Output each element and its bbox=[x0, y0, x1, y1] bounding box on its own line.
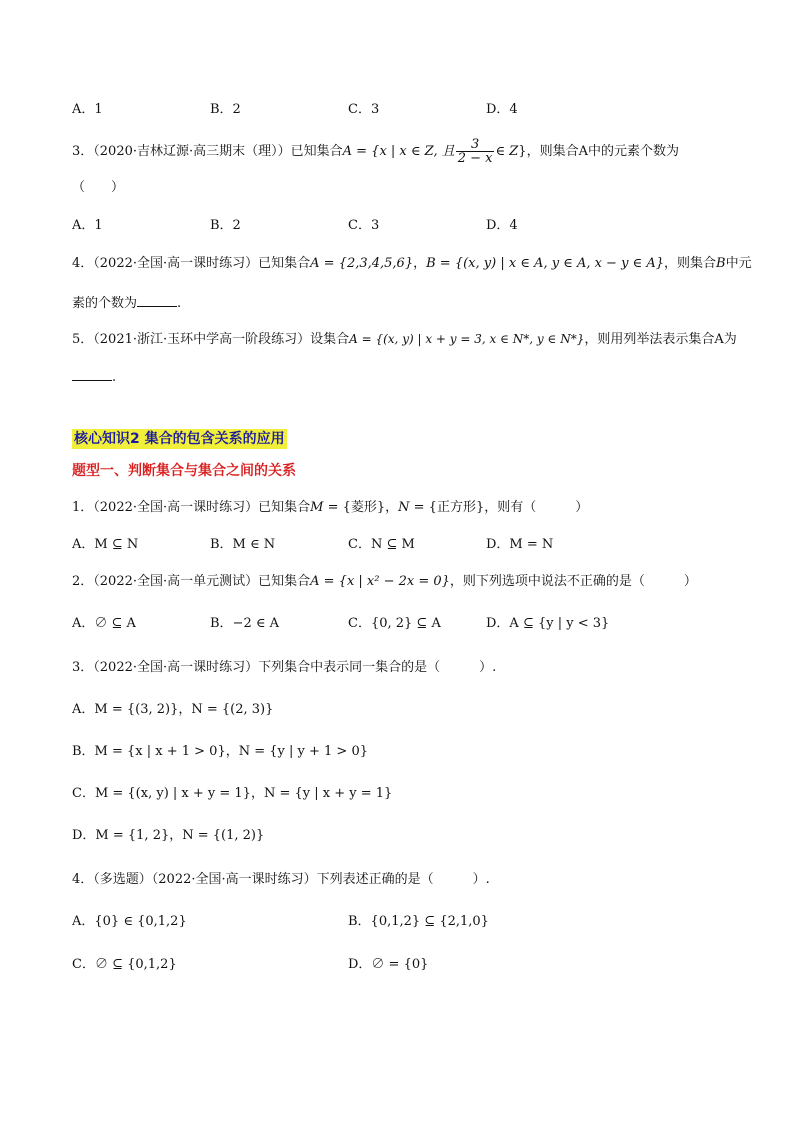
q3-fraction bbox=[456, 138, 495, 165]
option-d: D．4 bbox=[486, 102, 518, 117]
q4-set-b: B = {(x, y) | x ∈ A, y ∈ A, x − y ∈ A} bbox=[426, 256, 664, 271]
q3-set-rhs: ∈ Z bbox=[495, 144, 519, 159]
q4-answer-blank[interactable] bbox=[137, 294, 177, 307]
p1-m: M bbox=[310, 500, 324, 515]
q5-set: A = {(x, y) | x + y = 3, x ∈ N*, y ∈ N*} bbox=[349, 332, 585, 346]
p4-option-b: B．{0,1,2} ⊆ {2,1,0} bbox=[348, 914, 489, 929]
p1-stem bbox=[72, 499, 588, 517]
p1-option-c: C．N ⊆ M bbox=[348, 537, 415, 552]
q3-option-b: B．2 bbox=[210, 218, 241, 233]
p4-option-c: C．∅ ⊆ {0,1,2} bbox=[72, 957, 177, 972]
p1-stem-text: 1．（2022·全国·高一课时练习）已知集合 bbox=[72, 500, 311, 515]
p3-option-a: A．M = {(3, 2)}，N = {(2, 3)} bbox=[72, 702, 274, 717]
p1-option-b: B．M ∈ N bbox=[210, 537, 276, 552]
q5-end: . bbox=[112, 370, 117, 385]
q5-line2 bbox=[72, 368, 116, 387]
q4-end: . bbox=[177, 296, 182, 311]
q4-stem bbox=[72, 255, 752, 273]
q5-suffix: ，则用列举法表示集合A为 bbox=[584, 332, 737, 347]
q4-sep: ， bbox=[413, 256, 427, 271]
p1-n: N bbox=[398, 500, 410, 515]
p1-option-d: D．M = N bbox=[486, 537, 554, 552]
q4-b: B bbox=[716, 256, 726, 271]
q3-paren: （ ） bbox=[72, 180, 125, 195]
subsection-title: 题型一、判断集合与集合之间的关系 bbox=[72, 463, 296, 479]
q3-prefix: 3．（2020·吉林辽源·高三期末（理））已知集合 bbox=[72, 144, 343, 159]
q4-set-a: A = {2,3,4,5,6} bbox=[310, 256, 414, 271]
p3-option-c: C．M = {(x, y) | x + y = 1}，N = {y | x + y = 1} bbox=[72, 786, 393, 801]
q3-option-a: A．1 bbox=[72, 218, 103, 233]
q5-prefix: 5．（2021·浙江·玉环中学高一阶段练习）设集合 bbox=[72, 332, 350, 347]
option-a: A．1 bbox=[72, 102, 103, 117]
p4-stem: 4．（多选题）（2022·全国·高一课时练习）下列表述正确的是（ ）. bbox=[72, 872, 490, 887]
p4-option-a: A．{0} ∈ {0,1,2} bbox=[72, 914, 187, 929]
p1-option-a: A．M ⊆ N bbox=[72, 537, 139, 552]
q4-suffix2: 中元 bbox=[725, 256, 752, 271]
p2-stem-text: 2．（2022·全国·高一单元测试）已知集合 bbox=[72, 574, 311, 589]
q3-stem: 3．（2020·吉林辽源·高三期末（理））已知集合A = {x | x ∈ Z, 且 $\frac{3}{2 - x}$ ∈ Z}，则集合A中的元素个数为 bbox=[72, 137, 679, 166]
p2-set: A = {x | x² − 2x = 0} bbox=[310, 574, 450, 589]
p1-mid2: = {正方形}，则有（ ） bbox=[409, 500, 589, 515]
p2-suffix: ，则下列选项中说法不正确的是（ ） bbox=[449, 574, 697, 589]
q5-stem bbox=[72, 330, 737, 349]
p3-stem: 3．（2022·全国·高一课时练习）下列集合中表示同一集合的是（ ）. bbox=[72, 660, 497, 675]
q3-frac-num: 3 bbox=[456, 138, 495, 152]
p2-option-d: D．A ⊆ {y | y < 3} bbox=[486, 616, 610, 631]
p4-option-d: D．∅ = {0} bbox=[348, 957, 429, 972]
q4-prefix: 4．（2022·全国·高一课时练习）已知集合 bbox=[72, 256, 311, 271]
q4-line2-text: 素的个数为 bbox=[72, 296, 138, 311]
q3-suffix: ，则集合A中的元素个数为 bbox=[526, 144, 679, 159]
q3-option-d: D．4 bbox=[486, 218, 518, 233]
q4-suffix: ，则集合 bbox=[663, 256, 716, 271]
option-b: B．2 bbox=[210, 102, 241, 117]
option-c: C．3 bbox=[348, 102, 380, 117]
q3-frac-den: 2 − x bbox=[457, 151, 493, 166]
section-title: 核心知识2 集合的包含关系的应用 bbox=[74, 431, 285, 447]
p3-option-d: D．M = {1, 2}，N = {(1, 2)} bbox=[72, 828, 265, 843]
q5-answer-blank[interactable] bbox=[72, 368, 112, 381]
p2-stem bbox=[72, 573, 697, 591]
q4-line2 bbox=[72, 294, 181, 313]
p2-option-b: B．−2 ∈ A bbox=[210, 616, 279, 631]
p2-option-a: A．∅ ⊆ A bbox=[72, 616, 136, 631]
q3-set-lhs: A = {x | x ∈ Z, 且 bbox=[342, 144, 455, 159]
q3-option-c: C．3 bbox=[348, 218, 380, 233]
p1-mid1: = {菱形}， bbox=[323, 500, 399, 515]
p3-option-b: B．M = {x | x + 1 > 0}，N = {y | y + 1 > 0} bbox=[72, 744, 368, 759]
p2-option-c: C．{0, 2} ⊆ A bbox=[348, 616, 441, 631]
